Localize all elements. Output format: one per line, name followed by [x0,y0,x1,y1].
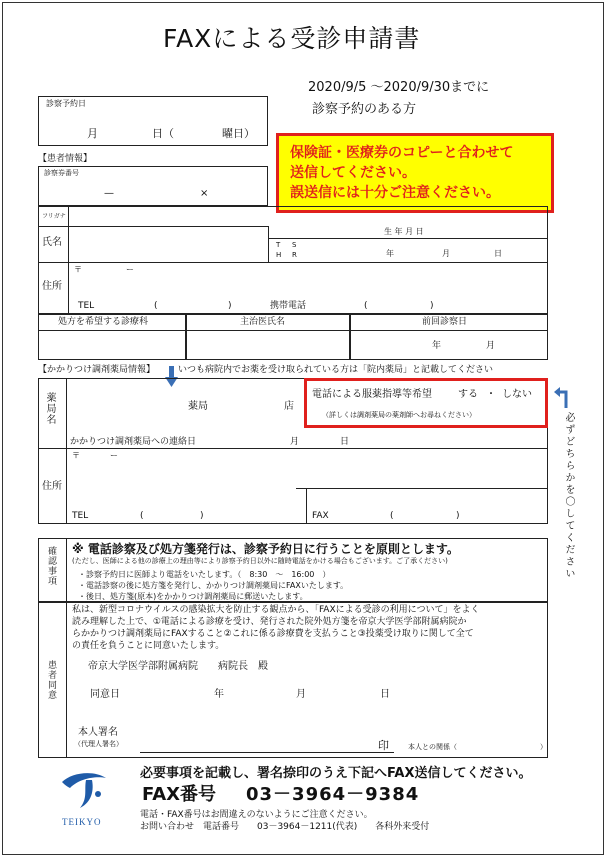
phone-guidance-yes[interactable]: する [458,389,478,400]
pharmacy-tel-paren-close: ) [200,511,204,521]
appointment-weekday: 曜日） [222,127,255,140]
pharmacy-tel-paren-open: ( [140,511,144,521]
pharmacy-suffix: 薬局 [188,401,208,412]
pharmacy-postal-dash: ー [110,451,118,460]
last-visit-month: 月 [486,341,496,351]
pharmacy-note: いつも病院内でお薬を受け取られている方は「院内薬局」と記載してください [178,365,494,375]
consent-addressee: 帝京大学医学部附属病院 病院長 殿 [88,661,268,672]
patient-section-label: 【患者情報】 [38,154,93,164]
pharmacy-name-label: 薬局名 [44,392,55,425]
confirm-item3: ・後日、処方箋(原本)をかかりつけ調剤薬局に郵送いたします。 [78,592,308,601]
footer-inquiry: お問い合わせ 電話番号 03－3964－1211(代表) 各科外来受付 [140,822,430,832]
teikyo-logo [58,768,110,816]
phone-guidance-dot: ・ [486,389,496,400]
notice-line2: 送信してください。 [290,165,416,181]
arrow-up-left-icon [554,386,570,408]
name-label: 氏名 [42,237,62,248]
signature-line[interactable] [140,752,394,753]
contact-month: 月 [290,437,300,447]
consent-line2: 読み理解した上で、①電話による診療を受け、発行された院外処方箋を帝京大学医学部附属病院か [72,617,467,627]
pharmacy-tel-label: TEL [72,511,89,521]
era-t: T [276,241,281,249]
eligibility-dates: 2020/9/5 ～2020/9/30までに [308,80,490,95]
pharmacy-postal-mark: 〒 [72,451,80,460]
mobile-paren-close: ) [430,301,434,311]
footer-caution: 電話・FAX番号はお間違えのないようにご注意ください。 [140,810,373,820]
confirm-label: 確認事項 [46,546,56,586]
contact-day: 日 [340,437,350,447]
appointment-label: 診察予約日 [46,99,86,108]
phone-guidance-label: 電話による服薬指導等希望 [312,389,432,400]
confirm-item1: ・診察予約日に医師より電話をいたします。（ 8:30 ～ 16:00 ） [78,570,331,579]
dob-year: 年 [386,249,394,258]
dept-label: 処方を希望する診療科 [58,317,149,327]
last-visit-year: 年 [432,341,442,351]
consent-line4: の責任を負うことに同意いたします。 [72,641,225,651]
furigana-label: フリガナ [42,213,66,220]
logo-text: TEIKYO [62,817,102,827]
pharmacy-address-label: 住所 [42,481,62,492]
era-r: R [292,251,297,259]
eligibility-note: 診察予約のある方 [312,102,417,117]
tel-paren-close: ) [228,301,232,311]
pharmacy-fax-label: FAX [312,511,329,521]
mobile-label: 携帯電話 [270,301,307,311]
store-suffix: 店 [284,401,294,412]
footer-instruction: 必要事項を記載し、署名捺印のうえ下記へFAX送信してください。 [140,766,532,781]
era-s: S [292,241,297,249]
tel-paren-open: ( [154,301,158,311]
dob-month: 月 [442,249,450,258]
agree-month: 月 [296,689,306,700]
relation-close: ） [540,743,547,751]
pharmacy-fax-paren-open: ( [390,511,394,521]
agree-year: 年 [214,689,224,700]
confirm-item2: ・電話診察の後に処方箋を発行し、かかりつけ調剤薬局にFAXいたします。 [78,581,349,590]
notice-line1: 保険証・医療券のコピーと合わせて [290,145,514,161]
dob-day: 日 [494,249,502,258]
consent-line3: らかかりつけ調剤薬局にFAXすること②これに係る診療費を支払うこと③投薬受け取りに関して全て [72,629,474,639]
pharmacy-fax-paren-close: ) [456,511,460,521]
tel-label: TEL [78,301,95,311]
fax-number: 03－3964－9384 [246,784,420,805]
contact-date-label: かかりつけ調剤薬局への連絡日 [70,437,197,447]
seal-mark: 印 [378,739,389,752]
confirm-sub: (ただし、医師による他の診療上の理由等により診察予約日以外に随時電話をかける場合もございます。ご了承ください) [72,557,448,565]
page-title: FAXによる受診申請書 [163,24,421,53]
relation-label: 本人との関係（ [408,743,457,751]
signature-label: 本人署名 [78,727,118,738]
mobile-paren-open: ( [364,301,368,311]
phone-guidance-note: （詳しくは調剤薬局の薬剤師へお尋ねください） [322,411,476,419]
proxy-label: （代理人署名） [74,740,123,748]
notice-line3: 誤送信には十分ご注意ください。 [290,185,500,201]
postal-dash: ー [126,265,134,274]
era-h: H [276,251,282,259]
pharmacy-section-label: 【かかりつけ調剤薬局情報】 [38,365,156,375]
consent-label: 患者同意 [46,660,56,700]
card-number-x: × [200,188,209,199]
fax-label: FAX番号 [142,784,217,805]
phone-guidance-no[interactable]: しない [502,389,532,400]
card-number-dash: — [104,188,114,199]
agree-day: 日 [380,689,390,700]
doctor-label: 主治医氏名 [240,317,286,327]
appointment-month: 月 [87,127,98,140]
postal-mark: 〒 [74,265,82,274]
dob-header: 生 年 月 日 [384,227,424,236]
appointment-day: 日（ [152,127,174,140]
confirm-headline: ※ 電話診察及び処方箋発行は、診察予約日に行うことを原則とします。 [72,542,459,556]
phone-guidance-box[interactable] [304,378,548,428]
consent-line1: 私は、新型コロナウイルスの感染拡大を防止する観点から、「FAXによる受診の利用について」をよく [72,605,480,615]
agree-date-label: 同意日 [90,689,120,700]
last-visit-label: 前回診察日 [422,317,468,327]
card-number-label: 診察券番号 [44,169,79,177]
side-note: 必ずどちらかを〇してください [563,412,574,580]
patient-info-box [38,206,548,314]
address-label: 住所 [42,281,62,292]
